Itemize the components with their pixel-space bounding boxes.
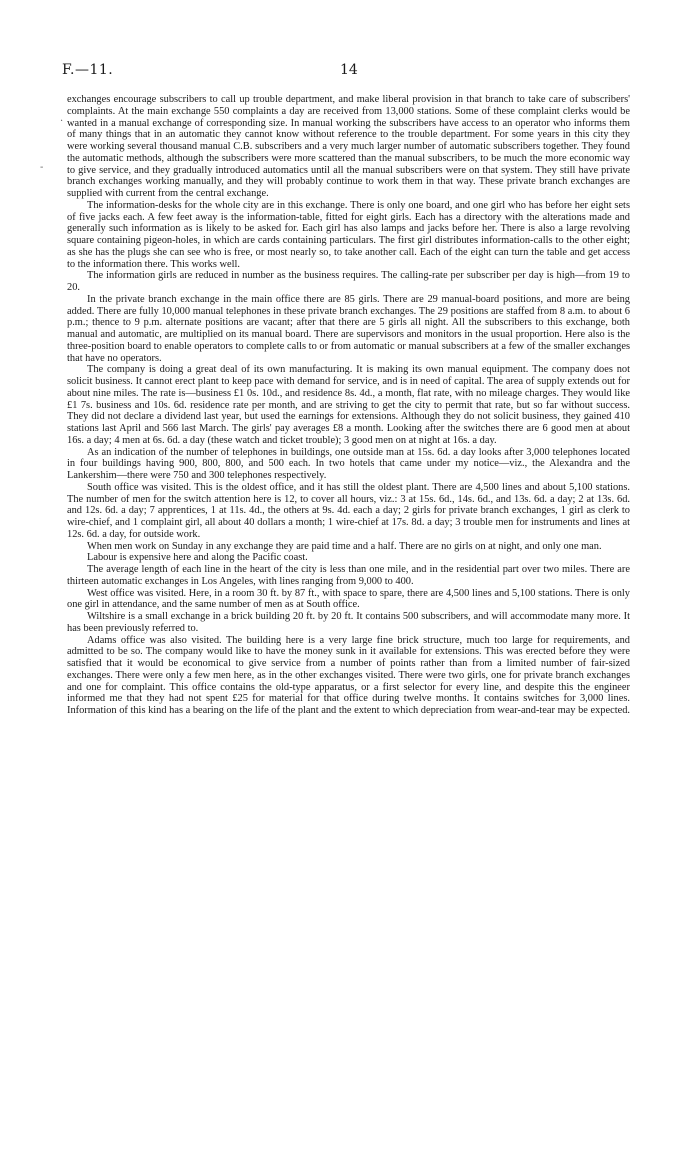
body-text bbox=[67, 94, 630, 717]
paragraph: The information girls are reduced in number as the business requires. The calling-rate per subscriber per day is high—from 19 to 20. bbox=[67, 270, 630, 293]
paragraph: Adams office was also visited. The building here is a very large fine brick structure, much too large for requirements, and admitted to be so. The company would like to have the money sunk in it available for extensions. This was erected before they were satisfied that it would be economical to give service from a number of points rather than from a limited number of fair-sized exchanges. There were only a few men here, as in the other exchanges visited. There were two girls, one for private branch exchanges and one for complaint. This office contains the old-type apparatus, or a first selector for every line, and despite this the engineer informed me that they had not spent £25 for material for that office during twelve months. It contains switches for 3,000 lines. Information of this kind has a bearing on the life of the plant and the extent to which depreciation from wear-and-tear may be expected. bbox=[67, 634, 630, 716]
margin-dash: - bbox=[40, 162, 44, 173]
paragraph: The company is doing a great deal of its own manufacturing. It is making its own manual equipment. The company does not solicit business. It cannot erect plant to keep pace with demand for service, and is in need of capital. The area of supply extends out for about nine miles. The rate is—business £1 0s. 10d., and residence 8s. 4d., a month, flat rate, with no mileage charges. They would like £1 7s. business and 10s. 6d. residence rate per month, and are striving to get the city to permit that rate, but so far without success. They did not declare a dividend last year, but used the earnings for extensions. Although they do not solicit business, they gained 410 stations last April and 566 last March. The girls' pay averages £8 a month. Looking after the switches there are 6 good men at about 16s. a day; 4 men at 6s. 6d. a day (these watch and ticket trouble); 3 good men on at night at 16s. a day. bbox=[67, 364, 630, 446]
paragraph: When men work on Sunday in any exchange they are paid time and a half. There are no girls on at night, and only one man. bbox=[87, 540, 602, 552]
page-number: 14 bbox=[340, 62, 358, 78]
paragraph: In the private branch exchange in the main office there are 85 girls. There are 29 manual-board positions, and more are being added. There are fully 10,000 manual telephones in these private branch exchanges. The 29 positions are staffed from 8 a.m. to about 6 p.m.; thence to 9 p.m. alternate positions are vacant; after that there are 5 girls all night. All the subscribers to this exchange, both manual and automatic, are multiplied on its manual board. There are supervisors and monitors in the usual proportion. Here also is the three-position board to enable operators to complete calls to or from automatic or manual subscribers at a few of the smaller exchanges that have no operators. bbox=[67, 293, 630, 364]
paragraph: West office was visited. Here, in a room 30 ft. by 87 ft., with space to spare, there are 4,500 lines and 5,100 stations. There is only one girl in attendance, and the same number of men as at South office. bbox=[67, 587, 630, 611]
paragraph: Wiltshire is a small exchange in a brick building 20 ft. by 20 ft. It contains 500 subscribers, and will accommodate many more. It has been previously referred to. bbox=[67, 611, 630, 634]
paragraph: As an indication of the number of telephones in buildings, one outside man at 15s. 6d. a day looks after 3,000 telephones located in four buildings having 900, 800, 800, and 500 each. In two hotels that came under my notice—viz., the Alexandra and the Lankershim—there were 750 and 300 telephones respectively. bbox=[67, 446, 630, 481]
paragraph: The information-desks for the whole city are in this exchange. There is only one board, and one girl who has before her eight sets of five jacks each. A few feet away is the information-table, fitted for eight girls. Each has a directory with the alterations made and generally such information as is likely to be asked for. Each girl has also lamps and jacks before her. There is also a large revolving square containing pigeon-holes, in which are cards containing particulars. The first girl distributes information-calls to the other eight; as she has the plugs she can see who is free, or most nearly so, to take another call. Each of the eight can turn the table and get access to the information there. This works well. bbox=[67, 199, 630, 270]
paragraph: South office was visited. This is the oldest office, and it has still the oldest plant. There are 4,500 lines and about 5,100 stations. The number of men for the switch attention here is 12, to cover all hours, viz.: 3 at 15s. 6d., 14s. 6d., and 13s. 6d. a day; 2 at 13s. 6d. and 12s. 6d. a day; 7 apprentices, 1 at 11s. 4d., the others at 9s. 4d. each a day; 2 girls for private branch exchanges, 1 girl as clerk to wire-chief, and 1 complaint girl, all about 40 dollars a month; 1 wire-chief at 17s. 8d. a day; 3 trouble men for instruments and lines at 12s. 6d. a day, for outside work. bbox=[67, 481, 630, 540]
paragraph: The average length of each line in the heart of the city is less than one mile, and in the residential part over two miles. There are thirteen automatic exchanges in Los Angeles, with lines ranging from 9,000 to 400. bbox=[67, 564, 630, 587]
page-id: F.—11. bbox=[62, 62, 114, 78]
page-header bbox=[62, 62, 632, 82]
paragraph: exchanges encourage subscribers to call up trouble department, and make liberal provision in that branch to take care of subscribers' complaints. At the main exchange 550 complaints a day are received from 13,000 stations. Some of these complaint clerks would be wanted in a manual exchange of corresponding size. In manual working the subscribers have access to an operator who informs them of many things that in an automatic they cannot know without reference to the trouble department. For some years in this city they were working several thousand manual C.B. subscribers and a very much larger number of automatic subscribers together. They found the automatic methods, although the subscribers were more scattered than the manual subscribers, to be much the more economic way to give service, and they gradually introduced automatics until all the manual subscribers were on that system. They still have private branch exchanges working manually, and they will probably continue to work them in that way. These private branch exchanges are supplied with current from the central exchange. bbox=[67, 94, 630, 199]
margin-dot: · bbox=[60, 116, 64, 127]
paragraph: Labour is expensive here and along the Pacific coast. bbox=[87, 552, 308, 564]
